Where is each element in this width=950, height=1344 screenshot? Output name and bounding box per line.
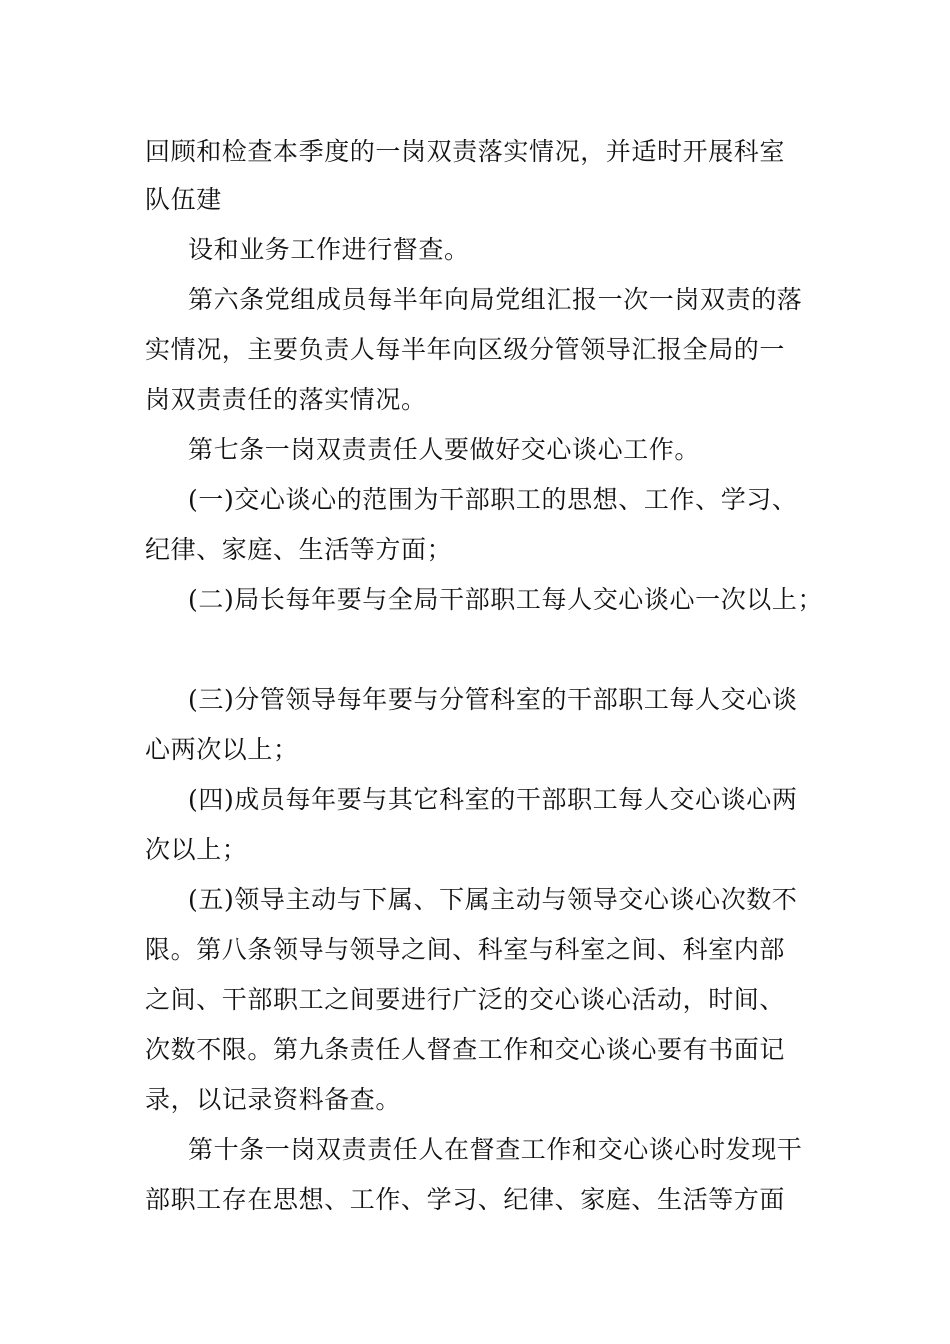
text-line: 岗双责责任的落实情况。 — [145, 385, 427, 414]
text-line: 限。第八条领导与领导之间、科室与科室之间、科室内部 — [145, 935, 786, 964]
text-line: (一)交心谈心的范围为干部职工的思想、工作、学习、 — [188, 485, 798, 514]
text-line: 第七条一岗双责责任人要做好交心谈心工作。 — [188, 435, 701, 464]
text-line: 之间、干部职工之间要进行广泛的交心谈心活动，时间、 — [145, 985, 786, 1014]
text-line: (二)局长每年要与全局干部职工每人交心谈心一次以上； — [188, 585, 824, 614]
text-line: 队伍建 — [145, 185, 222, 214]
text-line: 纪律、家庭、生活等方面； — [145, 535, 453, 564]
text-line: 录，以记录资料备查。 — [145, 1085, 402, 1114]
text-line: 第十条一岗双责责任人在督查工作和交心谈心时发现干 — [188, 1135, 803, 1164]
text-line: 回顾和检查本季度的一岗双责落实情况，并适时开展科室 — [145, 137, 786, 166]
text-line: 设和业务工作进行督查。 — [188, 235, 470, 264]
text-line: 实情况，主要负责人每半年向区级分管领导汇报全局的一 — [145, 335, 786, 364]
text-line: 心两次以上； — [145, 735, 299, 764]
text-line: 次以上； — [145, 835, 248, 864]
text-line: 第六条党组成员每半年向局党组汇报一次一岗双责的落 — [188, 285, 803, 314]
text-line: 次数不限。第九条责任人督查工作和交心谈心要有书面记 — [145, 1035, 786, 1064]
text-line: (四)成员每年要与其它科室的干部职工每人交心谈心两 — [188, 785, 798, 814]
text-line: (三)分管领导每年要与分管科室的干部职工每人交心谈 — [188, 685, 798, 714]
text-line: 部职工存在思想、工作、学习、纪律、家庭、生活等方面 — [145, 1185, 786, 1214]
text-line: (五)领导主动与下属、下属主动与领导交心谈心次数不 — [188, 885, 798, 914]
